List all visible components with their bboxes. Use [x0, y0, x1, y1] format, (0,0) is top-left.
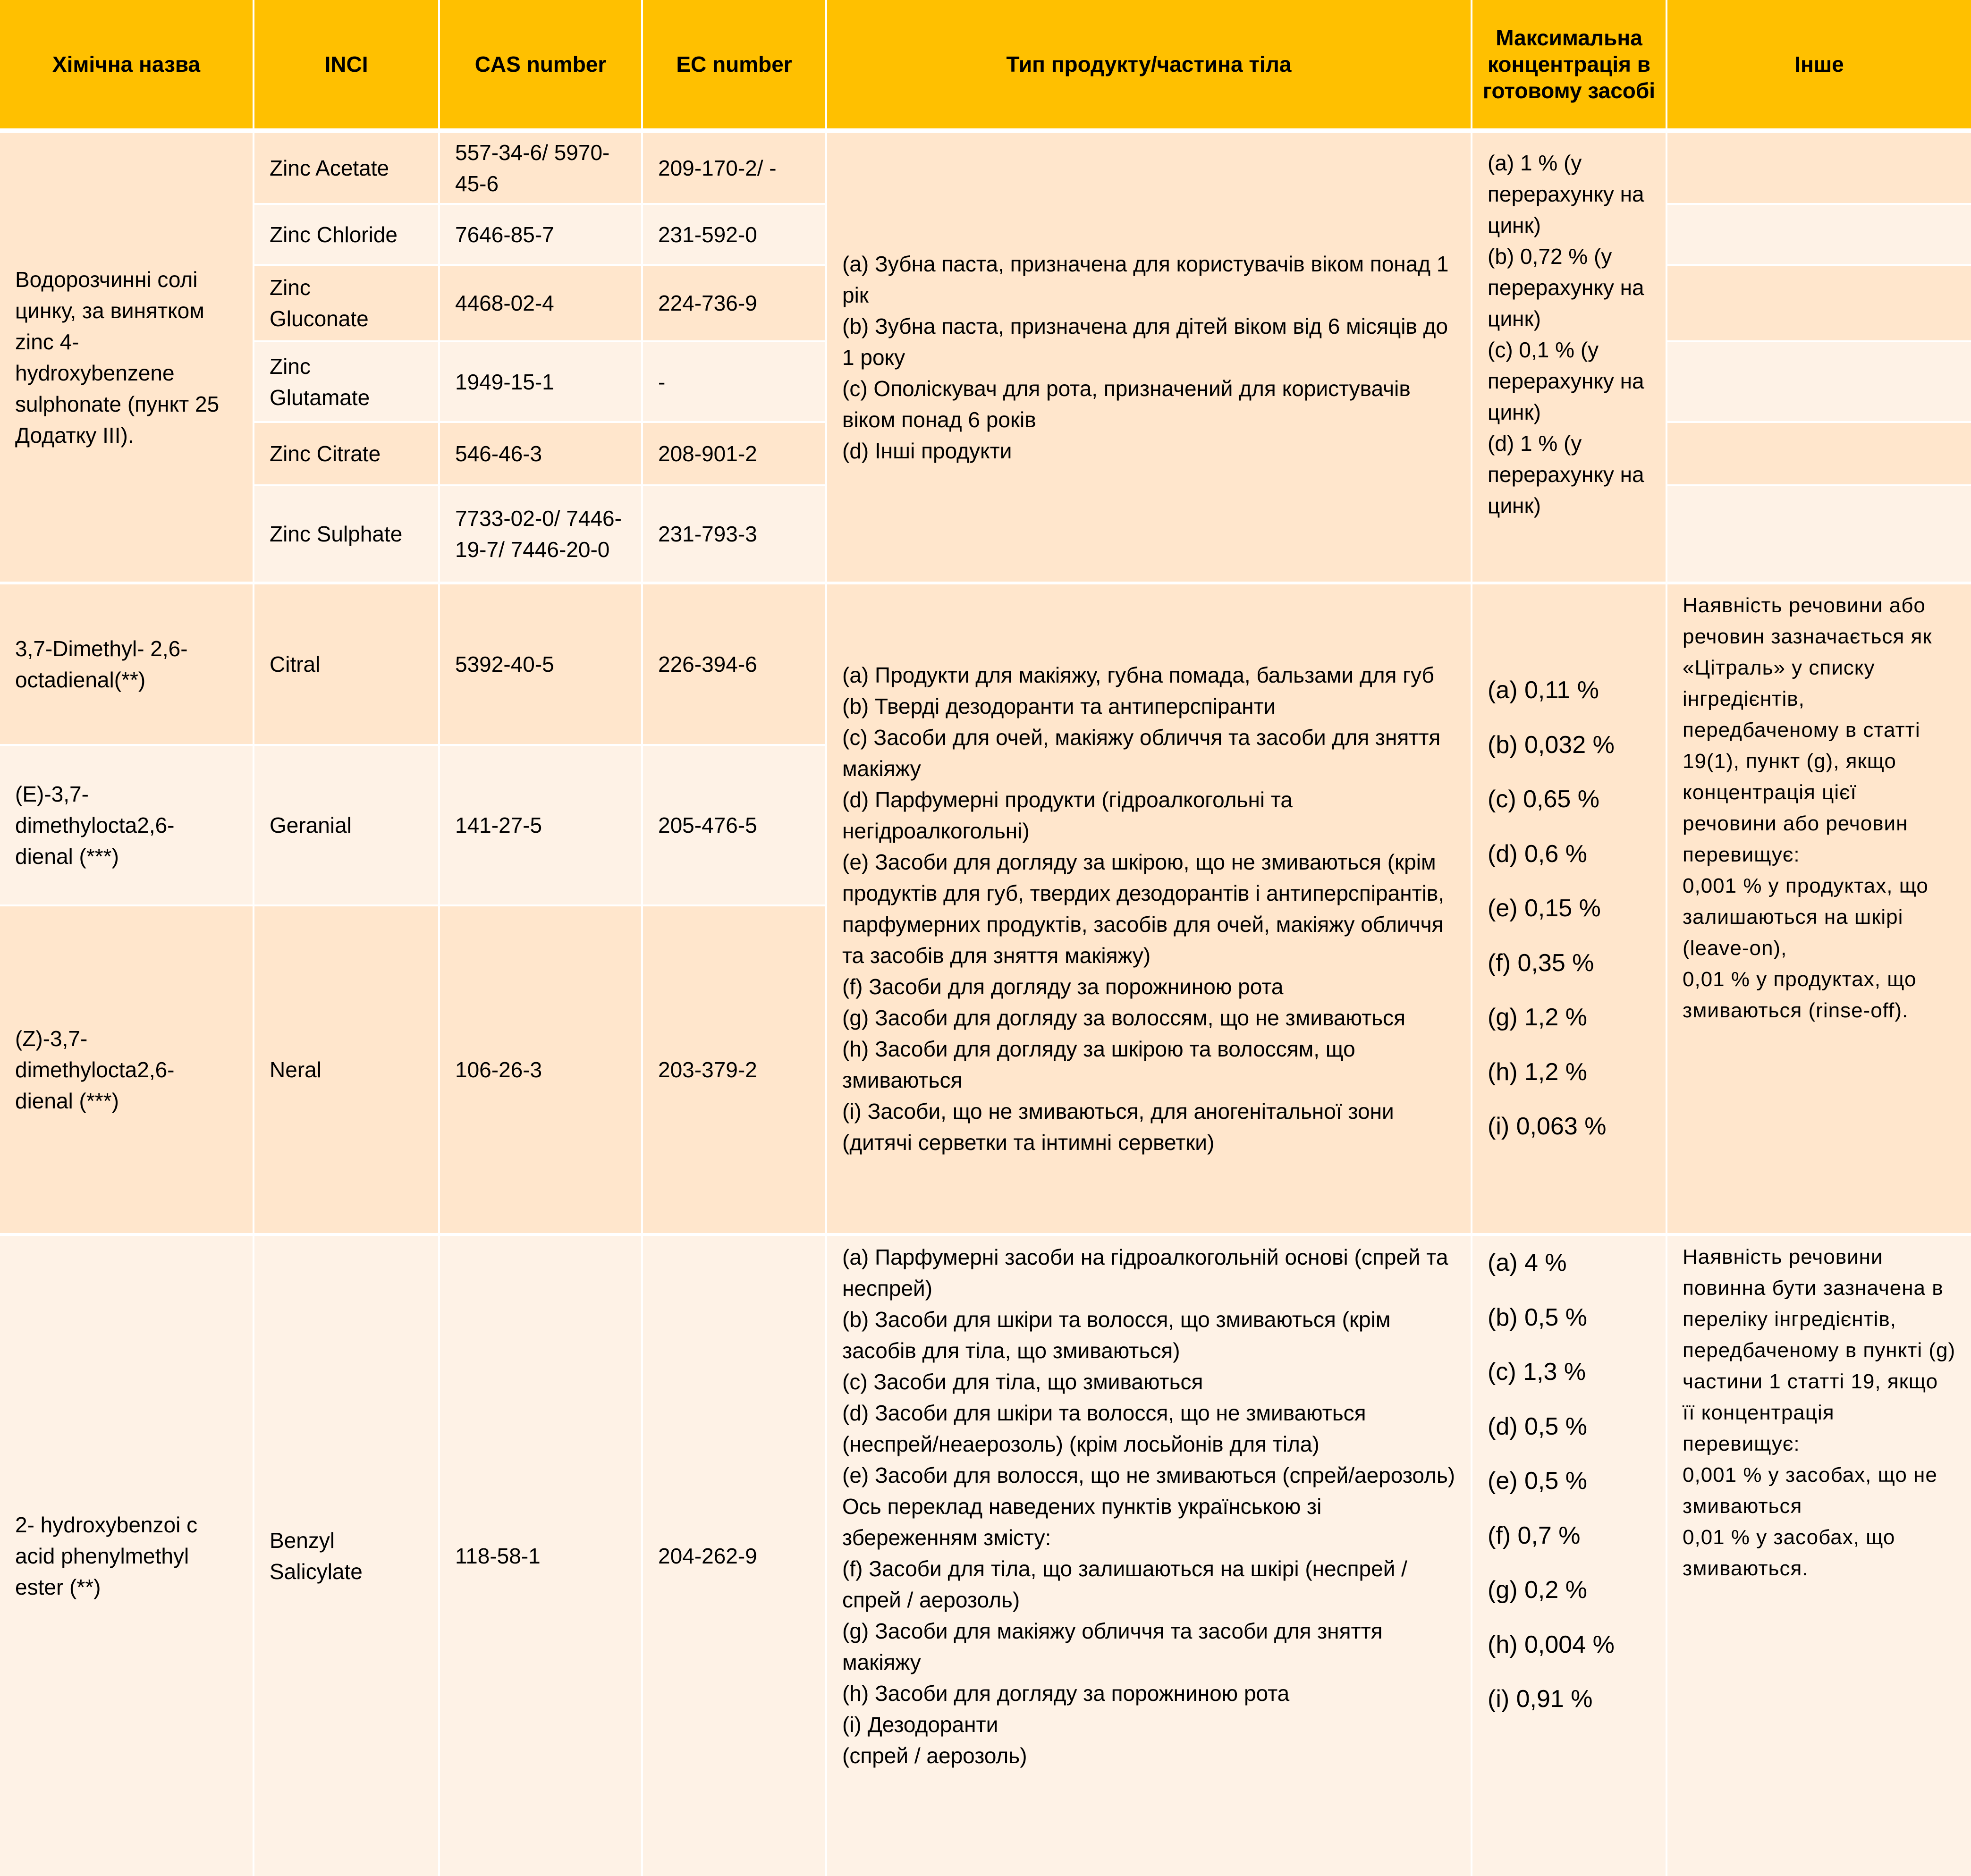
- benzyl-chemical-name: 2- hydroxybenzoi c acid phenylmethyl ester (**): [15, 1513, 198, 1599]
- inci-text: Zinc Glutamate: [270, 354, 370, 410]
- citral-chemical-name-cell: [0, 584, 253, 744]
- neral-chemical-name-cell: [0, 906, 253, 1233]
- zinc-product-type-cell: [827, 133, 1471, 582]
- neral-cas-cell: [440, 906, 641, 1233]
- zinc-row-6-ec: [643, 486, 825, 582]
- zinc-other-cell-5: [1667, 423, 1971, 484]
- zinc-row-3-cas: [440, 266, 641, 340]
- citral-ec-cell: [643, 584, 825, 744]
- zinc-row-2-inci: [254, 205, 438, 264]
- zinc-row-3-ec: [643, 266, 825, 340]
- zinc-row-1-cas: [440, 133, 641, 203]
- header-ec-text: EC number: [676, 52, 792, 76]
- inci-text: Zinc Gluconate: [270, 275, 369, 331]
- cas-text: 546-46-3: [455, 441, 542, 466]
- header-max-concentration-text: Максимальна концентрація в готовому засобі: [1482, 25, 1656, 103]
- zinc-row-6-inci: [254, 486, 438, 582]
- zinc-row-6-cas: [440, 486, 641, 582]
- zinc-row-5-cas: [440, 423, 641, 484]
- cas-text: 1949-15-1: [455, 369, 554, 394]
- header-chemical-name: [0, 0, 253, 128]
- zinc-chemical-name: Водорозчинні солі цинку, за винятком zinc 4-hydroxybenzene sulphonate (пункт 25 Додатку III).: [15, 267, 220, 448]
- header-inci: [254, 0, 438, 128]
- citral-product-type: (a) Продукти для макіяжу, губна помада, бальзами для губ (b) Тверді дезодоранти та антиперспіранти (c) Засоби для очей, макіяжу обличчя та засоби для зняття макіяжу (d) Парфумерні продукти (гідроалкогольні та негідроалкогольні) (e) Засоби для догляду за шкірою, що не змиваються (крім продуктів для губ, твердих дезодорантів і антиперспірантів, парфумерних продуктів, засобів для очей, макіяжу обличчя та засобів для зняття макіяжу) (f) Засоби для догляду за порожниною рота (g) Засоби для догляду за волоссям, що не змиваються (h) Засоби для догляду за шкірою та волоссям, що змиваються (i) Засоби, що не змиваються, для аногенітальної зони (дитячі серветки та інтимні серветки): [842, 663, 1445, 1155]
- benzyl-cas: 118-58-1: [455, 1544, 541, 1568]
- zinc-row-2-cas: [440, 205, 641, 264]
- zinc-row-4-inci: [254, 342, 438, 421]
- header-cas: [440, 0, 641, 128]
- zinc-row-4-cas: [440, 342, 641, 421]
- citral-other-note: Наявність речовини або речовин зазначається як «Цітраль» у списку інгредієнтів, передбаченому в статті 19(1), пункт (g), якщо концентрація цієї речовини або речовин перевищує: 0,001 % у продуктах, що залишаються на шкірі (leave-on), 0,01 % у продуктах, що змиваються (rinse-off).: [1683, 594, 1932, 1022]
- neral-cas: 106-26-3: [455, 1057, 542, 1082]
- citral-inci-cell: [254, 584, 438, 744]
- geranial-chemical-name: (E)-3,7-dimethylocta2,6-dienal (***): [15, 782, 175, 869]
- ec-text: -: [658, 369, 666, 394]
- zinc-row-4-ec: [643, 342, 825, 421]
- zinc-max-concentration: (a) 1 % (у перерахунку на цинк) (b) 0,72 % (у перерахунку на цинк) (c) 0,1 % (у перерахунку на цинк) (d) 1 % (у перерахунку на цинк): [1488, 151, 1644, 518]
- citral-other-cell: [1667, 584, 1971, 1233]
- citral-inci: Citral: [270, 652, 321, 676]
- inci-text: Zinc Sulphate: [270, 522, 403, 546]
- zinc-product-type: (a) Зубна паста, призначена для користувачів віком понад 1 рік (b) Зубна паста, призначена для дітей віком від 6 місяців до 1 року (c) Ополіскувач для рота, призначений для користувачів віком понад 6 років (d) Інші продукти: [842, 252, 1449, 463]
- header-product-type: [827, 0, 1471, 128]
- header-chemical-name-text: Хімічна назва: [52, 52, 201, 76]
- benzyl-cas-cell: [440, 1236, 641, 1876]
- neral-chemical-name: (Z)-3,7-dimethylocta2,6-dienal (***): [15, 1026, 175, 1113]
- citral-cas-cell: [440, 584, 641, 744]
- benzyl-product-type: (a) Парфумерні засоби на гідроалкогольній основі (спрей та неспрей) (b) Засоби для шкіри та волосся, що змиваються (крім засобів для тіла, що змиваються) (c) Засоби для тіла, що змиваються (d) Засоби для шкіри та волосся, що не змиваються (неспрей/неаерозоль) (крім лосьйонів для тіла) (e) Засоби для волосся, що не змиваються (спрей/аерозоль) Ось переклад наведених пунктів українською зі збереженням змісту: (f) Засоби для тіла, що залишаються на шкірі (неспрей / спрей / аерозоль) (g) Засоби для макіяжу обличчя та засоби для зняття макіяжу (h) Засоби для догляду за порожниною рота (i) Дезодоранти (спрей / аерозоль): [842, 1245, 1455, 1768]
- cas-text: 557-34-6/ 5970-45-6: [455, 140, 610, 196]
- citral-cas: 5392-40-5: [455, 652, 554, 676]
- neral-ec-cell: [643, 906, 825, 1233]
- benzyl-max-concentration-cell: [1472, 1236, 1666, 1876]
- zinc-other-cell-3: [1667, 266, 1971, 340]
- benzyl-chemical-name-cell: [0, 1236, 253, 1876]
- benzyl-ec: 204-262-9: [658, 1544, 757, 1568]
- cas-text: 4468-02-4: [455, 291, 554, 315]
- zinc-row-5-inci: [254, 423, 438, 484]
- neral-inci-cell: [254, 906, 438, 1233]
- ec-text: 208-901-2: [658, 441, 757, 466]
- header-cas-text: CAS number: [474, 52, 607, 76]
- header-ec: [643, 0, 825, 128]
- geranial-cas: 141-27-5: [455, 813, 542, 837]
- geranial-cas-cell: [440, 746, 641, 904]
- citral-chemical-name: 3,7-Dimethyl- 2,6-octadienal(**): [15, 636, 188, 692]
- benzyl-product-type-cell: [827, 1236, 1471, 1876]
- ec-text: 231-592-0: [658, 222, 757, 247]
- benzyl-max-concentration: (a) 4 % (b) 0,5 % (c) 1,3 % (d) 0,5 % (e) 0,5 % (f) 0,7 % (g) 0,2 % (h) 0,004 % (i) 0,91 %: [1488, 1249, 1615, 1713]
- header-inci-text: INCI: [324, 52, 368, 76]
- citral-product-type-cell: [827, 584, 1471, 1233]
- zinc-row-5-ec: [643, 423, 825, 484]
- geranial-chemical-name-cell: [0, 746, 253, 904]
- benzyl-other-cell: [1667, 1236, 1971, 1876]
- benzyl-inci-cell: [254, 1236, 438, 1876]
- inci-text: Zinc Acetate: [270, 156, 389, 180]
- inci-text: Zinc Chloride: [270, 222, 398, 247]
- zinc-row-1-ec: [643, 133, 825, 203]
- citral-max-concentration: (a) 0,11 % (b) 0,032 % (c) 0,65 % (d) 0,6 % (e) 0,15 % (f) 0,35 % (g) 1,2 % (h) 1,2 % (i) 0,063 %: [1488, 676, 1615, 1141]
- cas-text: 7733-02-0/ 7446-19-7/ 7446-20-0: [455, 506, 622, 562]
- geranial-ec: 205-476-5: [658, 813, 757, 837]
- zinc-other-cell-2: [1667, 205, 1971, 264]
- inci-text: Zinc Citrate: [270, 441, 381, 466]
- header-other-text: Інше: [1794, 52, 1844, 76]
- geranial-inci-cell: [254, 746, 438, 904]
- ec-text: 209-170-2/ -: [658, 156, 777, 180]
- benzyl-other-note: Наявність речовини повинна бути зазначена в переліку інгредієнтів, передбаченому в пункті (g) частини 1 статті 19, якщо її концентрація перевищує: 0,001 % у засобах, що не змиваються 0,01 % у засобах, що змиваються.: [1683, 1245, 1956, 1580]
- cas-text: 7646-85-7: [455, 222, 554, 247]
- benzyl-inci: Benzyl Salicylate: [270, 1528, 363, 1584]
- header-other: [1667, 0, 1971, 128]
- zinc-max-concentration-cell: [1472, 133, 1666, 582]
- geranial-ec-cell: [643, 746, 825, 904]
- citral-max-concentration-cell: [1472, 584, 1666, 1233]
- zinc-row-1-inci: [254, 133, 438, 203]
- neral-inci: Neral: [270, 1057, 321, 1082]
- geranial-inci: Geranial: [270, 813, 352, 837]
- header-product-type-text: Тип продукту/частина тіла: [1006, 52, 1292, 76]
- zinc-other-cell-6: [1667, 486, 1971, 582]
- zinc-row-2-ec: [643, 205, 825, 264]
- header-max-concentration: [1472, 0, 1666, 128]
- zinc-other-cell-4: [1667, 342, 1971, 421]
- citral-ec: 226-394-6: [658, 652, 757, 676]
- benzyl-ec-cell: [643, 1236, 825, 1876]
- zinc-row-3-inci: [254, 266, 438, 340]
- ec-text: 231-793-3: [658, 522, 757, 546]
- ec-text: 224-736-9: [658, 291, 757, 315]
- zinc-other-cell-1: [1667, 133, 1971, 203]
- zinc-chemical-name-cell: [0, 133, 253, 582]
- neral-ec: 203-379-2: [658, 1057, 757, 1082]
